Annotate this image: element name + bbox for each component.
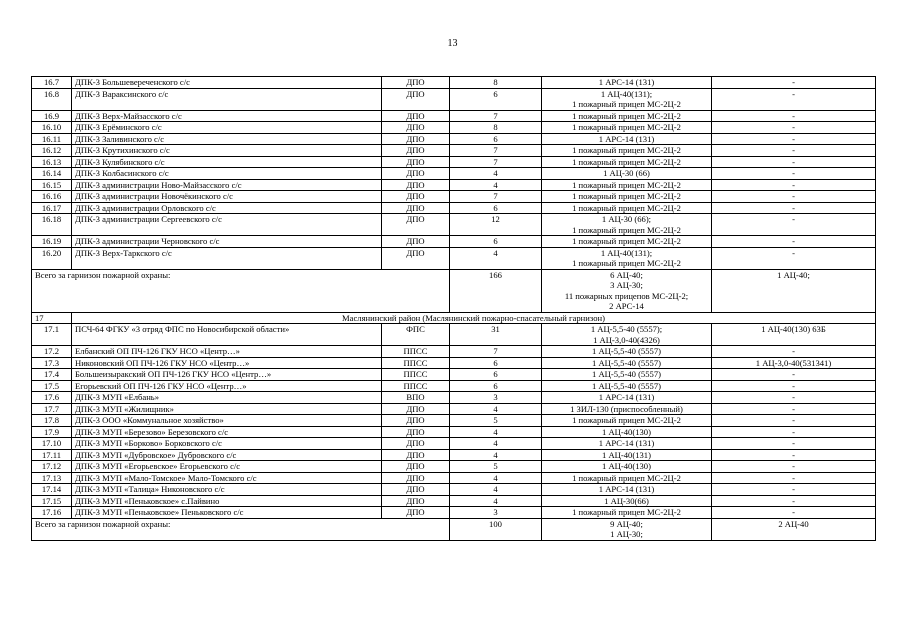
unit-name: ДПК-3 администрации Новочёкинского с/с (72, 191, 382, 203)
total-equipment-line: 9 АЦ-40; (610, 518, 643, 529)
equipment (542, 236, 712, 248)
equipment (542, 324, 712, 346)
row-number: 16.9 (32, 110, 72, 122)
unit-type: ППСС (382, 357, 450, 369)
equipment (542, 369, 712, 381)
row-number: 17.12 (32, 461, 72, 473)
reserve-equipment (712, 392, 876, 404)
row-number: 16.7 (32, 77, 72, 89)
unit-name: ПСЧ-64 ФГКУ «3 отряд ФПС по Новосибирской области» (72, 324, 382, 346)
reserve-equipment (712, 403, 876, 415)
equipment (542, 145, 712, 157)
equipment-line: 1 пожарный прицеп МС-2Ц-2 (572, 415, 681, 425)
reserve-equipment (712, 156, 876, 168)
row-number: 16.19 (32, 236, 72, 248)
unit-type: ВПО (382, 392, 450, 404)
reserve-equipment-line: - (792, 415, 795, 425)
total-label: Всего за гарнизон пожарной охраны: (32, 269, 450, 312)
staff-count: 4 (450, 484, 542, 496)
staff-count: 4 (450, 403, 542, 415)
total-label: Всего за гарнизон пожарной охраны: (32, 518, 450, 540)
equipment-line: 1 АЦ-40(131) (602, 449, 651, 460)
total-reserve (712, 269, 876, 312)
row-number: 17.1 (32, 324, 72, 346)
total-reserve-line: 2 АЦ-40 (778, 518, 809, 529)
equipment-line: 1 пожарный прицеп МС-2Ц-2 (572, 145, 681, 155)
total-equipment-line: 11 пожарных прицепов МС-2Ц-2; (564, 290, 689, 301)
row-number: 17.15 (32, 495, 72, 507)
equipment (542, 449, 712, 461)
reserve-equipment-line: 1 АЦ-3,0-40(531341) (755, 357, 832, 368)
total-equipment-line: 3 АЦ-30; (610, 280, 643, 290)
reserve-equipment (712, 145, 876, 157)
table-row (32, 202, 876, 214)
row-number: 17.4 (32, 369, 72, 381)
reserve-equipment (712, 380, 876, 392)
staff-count: 5 (450, 415, 542, 427)
equipment (542, 357, 712, 369)
reserve-equipment-line: - (792, 380, 795, 391)
staff-count: 6 (450, 369, 542, 381)
unit-name: ДПК-3 Кулябинского с/с (72, 156, 382, 168)
equipment-line: 1 АРС-14 (131) (598, 133, 655, 144)
equipment-line: 1 АЦ-3,0-40(4326) (593, 334, 660, 345)
equipment-line: 1 пожарный прицеп МС-2Ц-2 (572, 179, 681, 190)
reserve-equipment (712, 236, 876, 248)
row-number: 17.10 (32, 438, 72, 450)
reserve-equipment-line: - (792, 247, 795, 258)
unit-type: ДПО (382, 133, 450, 145)
reserve-equipment-line: 1 АЦ-40(130) 63Б (761, 324, 826, 334)
equipment (542, 214, 712, 236)
equipment-line: 1 АРС-14 (131) (598, 77, 655, 87)
staff-count: 4 (450, 247, 542, 269)
unit-name: ДПК-3 МУП «Елбань» (72, 392, 382, 404)
equipment-line: 1 пожарный прицеп МС-2Ц-2 (572, 507, 681, 517)
reserve-equipment (712, 461, 876, 473)
row-number: 17.3 (32, 357, 72, 369)
reserve-equipment (712, 179, 876, 191)
row-number: 17.11 (32, 449, 72, 461)
reserve-equipment-line: - (792, 77, 795, 87)
row-number: 17.6 (32, 392, 72, 404)
table-row (32, 156, 876, 168)
reserve-equipment (712, 324, 876, 346)
unit-type: ППСС (382, 369, 450, 381)
staff-count: 4 (450, 438, 542, 450)
unit-name: ДПК-3 администрации Черновского с/с (72, 236, 382, 248)
table-row (32, 346, 876, 358)
equipment-line: 1 АРС-14 (131) (598, 484, 655, 494)
equipment (542, 88, 712, 110)
unit-type: ДПО (382, 236, 450, 248)
unit-name: ДПК-3 администрации Орловского с/с (72, 202, 382, 214)
reserve-equipment (712, 247, 876, 269)
table-row (32, 507, 876, 519)
equipment-line: 1 АЦ-30 (66); (601, 214, 652, 224)
unit-type: ДПО (382, 156, 450, 168)
equipment (542, 179, 712, 191)
staff-count: 7 (450, 145, 542, 157)
staff-count: 8 (450, 77, 542, 89)
reserve-equipment-line: - (792, 88, 795, 99)
equipment-line: 1 пожарный прицеп МС-2Ц-2 (572, 236, 681, 246)
equipment (542, 122, 712, 134)
reserve-equipment (712, 426, 876, 438)
table-body (32, 77, 876, 541)
reserve-equipment-line: - (792, 426, 795, 437)
section-title: Маслянинский район (Маслянинский пожарно-спасательный гарнизон) (72, 312, 876, 324)
section-row (32, 312, 876, 324)
reserve-equipment (712, 214, 876, 236)
staff-count: 7 (450, 156, 542, 168)
reserve-equipment (712, 369, 876, 381)
unit-type: ДПО (382, 472, 450, 484)
total-equipment-line: 6 АЦ-40; (610, 269, 643, 280)
reserve-equipment-line: - (792, 495, 795, 506)
reserve-equipment-line: - (792, 133, 795, 144)
staff-count: 6 (450, 236, 542, 248)
row-number: 17.8 (32, 415, 72, 427)
table-row (32, 461, 876, 473)
reserve-equipment-line: - (792, 346, 795, 356)
unit-name: ДПК-3 Заливинского с/с (72, 133, 382, 145)
equipment (542, 403, 712, 415)
row-number: 16.16 (32, 191, 72, 203)
reserve-equipment-line: - (792, 392, 795, 402)
table-row (32, 495, 876, 507)
unit-name: ДПК-3 администрации Сергеевского с/с (72, 214, 382, 236)
table-row (32, 369, 876, 381)
reserve-equipment-line: - (792, 145, 795, 155)
reserve-equipment-line: - (792, 110, 795, 121)
section-number: 17 (32, 312, 72, 324)
row-number: 16.11 (32, 133, 72, 145)
unit-name: ДПК-3 ООО «Коммунальное хозяйство» (72, 415, 382, 427)
reserve-equipment (712, 415, 876, 427)
unit-name: ДПК-3 МУП «Березово» Березовского с/с (72, 426, 382, 438)
equipment-line: 1 АЦ-30(66) (604, 495, 649, 506)
total-equipment (542, 518, 712, 540)
staff-count: 8 (450, 122, 542, 134)
unit-name: ДПК-3 Ерёминского с/с (72, 122, 382, 134)
total-row (32, 518, 876, 540)
unit-name: ДПК-3 Верх-Таркского с/с (72, 247, 382, 269)
unit-name: ДПК-3 МУП «Борково» Борковского с/с (72, 438, 382, 450)
table-row (32, 88, 876, 110)
row-number: 16.18 (32, 214, 72, 236)
reserve-equipment (712, 449, 876, 461)
unit-type: ДПО (382, 145, 450, 157)
unit-type: ДПО (382, 507, 450, 519)
total-staff: 100 (450, 518, 542, 540)
table-row (32, 449, 876, 461)
equipment-line: 1 пожарный прицеп МС-2Ц-2 (572, 99, 681, 109)
reserve-equipment-line: - (792, 369, 795, 379)
equipment (542, 247, 712, 269)
equipment-line: 1 пожарный прицеп МС-2Ц-2 (572, 224, 681, 235)
row-number: 17.9 (32, 426, 72, 438)
table-row (32, 484, 876, 496)
row-number: 16.20 (32, 247, 72, 269)
unit-type: ППСС (382, 346, 450, 358)
row-number: 17.7 (32, 403, 72, 415)
table-row (32, 426, 876, 438)
reserve-equipment (712, 202, 876, 214)
unit-name: Елбанский ОП ПЧ-126 ГКУ НСО «Центр…» (72, 346, 382, 358)
equipment (542, 191, 712, 203)
reserve-equipment-line: - (792, 214, 795, 224)
unit-type: ДПО (382, 247, 450, 269)
total-equipment (542, 269, 712, 312)
reserve-equipment-line: - (792, 461, 795, 471)
table-row (32, 357, 876, 369)
reserve-equipment-line: - (792, 472, 795, 483)
staff-count: 31 (450, 324, 542, 346)
table-row (32, 392, 876, 404)
equipment-line: 1 АЦ-40(130) (602, 426, 651, 437)
table-row (32, 247, 876, 269)
equipment (542, 495, 712, 507)
staff-count: 7 (450, 191, 542, 203)
reserve-equipment-line: - (792, 438, 795, 448)
equipment-line: 1 АЦ-40(131); (600, 247, 653, 258)
unit-type: ДПО (382, 122, 450, 134)
reserve-equipment (712, 507, 876, 519)
staff-count: 6 (450, 202, 542, 214)
unit-type: ДПО (382, 77, 450, 89)
unit-name: Егорьевский ОП ПЧ-126 ГКУ НСО «Центр…» (72, 380, 382, 392)
unit-name: ДПК-3 МУП «Мало-Томское» Мало-Томского с/с (72, 472, 382, 484)
reserve-equipment-line: - (792, 484, 795, 494)
reserve-equipment (712, 77, 876, 89)
equipment (542, 346, 712, 358)
equipment-line: 1 АЦ-40(130) (602, 461, 651, 471)
row-number: 16.8 (32, 88, 72, 110)
equipment-line: 1 пожарный прицеп МС-2Ц-2 (572, 110, 681, 121)
staff-count: 4 (450, 426, 542, 438)
unit-type: ДПО (382, 214, 450, 236)
equipment (542, 507, 712, 519)
table-row (32, 122, 876, 134)
row-number: 16.10 (32, 122, 72, 134)
reserve-equipment (712, 133, 876, 145)
staff-count: 4 (450, 179, 542, 191)
equipment (542, 168, 712, 180)
equipment (542, 133, 712, 145)
unit-type: ДПО (382, 88, 450, 110)
total-reserve-line: 1 АЦ-40; (777, 269, 810, 280)
row-number: 16.14 (32, 168, 72, 180)
reserve-equipment (712, 110, 876, 122)
equipment (542, 426, 712, 438)
row-number: 16.17 (32, 202, 72, 214)
table-row (32, 168, 876, 180)
row-number: 17.14 (32, 484, 72, 496)
total-reserve (712, 518, 876, 540)
equipment (542, 156, 712, 168)
reserve-equipment-line: - (792, 168, 795, 178)
unit-type: ДПО (382, 415, 450, 427)
unit-type: ДПО (382, 179, 450, 191)
equipment-line: 1 ЗИЛ-130 (приспособленный) (570, 403, 683, 414)
table-row (32, 380, 876, 392)
total-equipment-line: 1 АЦ-30; (610, 529, 643, 539)
equipment (542, 415, 712, 427)
unit-name: ДПК-3 Большевереченского с/с (72, 77, 382, 89)
table-row (32, 191, 876, 203)
unit-name: ДПК-3 Крутихинского с/с (72, 145, 382, 157)
equipment (542, 110, 712, 122)
table-row (32, 415, 876, 427)
equipment-line: 1 пожарный прицеп МС-2Ц-2 (572, 191, 681, 201)
reserve-equipment-line: - (792, 122, 795, 132)
unit-type: ДПО (382, 484, 450, 496)
table-row (32, 133, 876, 145)
equipment (542, 484, 712, 496)
fire-units-table (31, 76, 876, 541)
row-number: 17.13 (32, 472, 72, 484)
unit-type: ДПО (382, 403, 450, 415)
reserve-equipment (712, 472, 876, 484)
staff-count: 6 (450, 88, 542, 110)
unit-name: ДПК-3 МУП «Пеньковское» Пеньковского с/с (72, 507, 382, 519)
staff-count: 7 (450, 110, 542, 122)
reserve-equipment (712, 357, 876, 369)
unit-type: ДПО (382, 449, 450, 461)
unit-name: Большеизыракский ОП ПЧ-126 ГКУ НСО «Центр…» (72, 369, 382, 381)
unit-name: ДПК-3 Вараксинского с/с (72, 88, 382, 110)
equipment (542, 438, 712, 450)
reserve-equipment-line: - (792, 403, 795, 414)
total-staff: 166 (450, 269, 542, 312)
equipment (542, 77, 712, 89)
row-number: 16.13 (32, 156, 72, 168)
equipment-line: 1 пожарный прицеп МС-2Ц-2 (572, 122, 681, 132)
equipment-line: 1 АЦ-5,5-40 (5557) (592, 346, 661, 356)
equipment-line: 1 АЦ-5,5-40 (5557) (592, 380, 661, 391)
equipment-line: 1 АЦ-5,5-40 (5557); (590, 324, 663, 334)
unit-type: ППСС (382, 380, 450, 392)
unit-type: ФПС (382, 324, 450, 346)
reserve-equipment-line: - (792, 236, 795, 246)
unit-type: ДПО (382, 168, 450, 180)
equipment-line: 1 пожарный прицеп МС-2Ц-2 (572, 258, 681, 268)
table-row (32, 179, 876, 191)
row-number: 17.2 (32, 346, 72, 358)
equipment (542, 472, 712, 484)
page-number: 13 (447, 38, 458, 49)
staff-count: 4 (450, 168, 542, 180)
unit-type: ДПО (382, 191, 450, 203)
total-equipment-line: 2 АРС-14 (609, 301, 644, 311)
table-row (32, 77, 876, 89)
reserve-equipment (712, 346, 876, 358)
unit-type: ДПО (382, 461, 450, 473)
unit-name: ДПК-3 администрации Ново-Майзасского с/с (72, 179, 382, 191)
unit-type: ДПО (382, 426, 450, 438)
reserve-equipment-line: - (792, 202, 795, 213)
table-row (32, 438, 876, 450)
table-row (32, 324, 876, 346)
reserve-equipment-line: - (792, 179, 795, 190)
reserve-equipment (712, 122, 876, 134)
reserve-equipment (712, 484, 876, 496)
reserve-equipment (712, 438, 876, 450)
table-row (32, 472, 876, 484)
reserve-equipment-line: - (792, 449, 795, 460)
staff-count: 5 (450, 461, 542, 473)
unit-type: ДПО (382, 202, 450, 214)
table-row (32, 145, 876, 157)
unit-name: Никоновский ОП ПЧ-126 ГКУ НСО «Центр…» (72, 357, 382, 369)
reserve-equipment (712, 495, 876, 507)
total-row (32, 269, 876, 312)
table-row (32, 236, 876, 248)
staff-count: 4 (450, 495, 542, 507)
table-row (32, 110, 876, 122)
unit-name: ДПК-3 МУП «Дубровское» Дубровского с/с (72, 449, 382, 461)
reserve-equipment (712, 88, 876, 110)
unit-type: ДПО (382, 495, 450, 507)
row-number: 16.15 (32, 179, 72, 191)
reserve-equipment (712, 168, 876, 180)
reserve-equipment-line: - (792, 507, 795, 517)
equipment-line: 1 АРС-14 (131) (598, 392, 655, 402)
equipment (542, 461, 712, 473)
staff-count: 7 (450, 346, 542, 358)
unit-type: ДПО (382, 438, 450, 450)
reserve-equipment-line: - (792, 156, 795, 167)
row-number: 16.12 (32, 145, 72, 157)
unit-name: ДПК-3 Верх-Майзасского с/с (72, 110, 382, 122)
reserve-equipment (712, 191, 876, 203)
equipment-line: 1 АЦ-5,5-40 (5557) (592, 369, 661, 379)
unit-name: ДПК-3 Колбасинского с/с (72, 168, 382, 180)
equipment-line: 1 пожарный прицеп МС-2Ц-2 (572, 472, 681, 483)
unit-name: ДПК-3 МУП «Пеньковское» с.Пайвино (72, 495, 382, 507)
equipment-line: 1 АРС-14 (131) (598, 438, 655, 448)
unit-type: ДПО (382, 110, 450, 122)
staff-count: 3 (450, 392, 542, 404)
staff-count: 6 (450, 380, 542, 392)
equipment-line: 1 АЦ-30 (66) (603, 168, 650, 178)
equipment-line: 1 пожарный прицеп МС-2Ц-2 (572, 202, 681, 213)
row-number: 17.5 (32, 380, 72, 392)
equipment-line: 1 АЦ-5,5-40 (5557) (592, 357, 661, 368)
staff-count: 4 (450, 449, 542, 461)
equipment (542, 202, 712, 214)
row-number: 17.16 (32, 507, 72, 519)
staff-count: 12 (450, 214, 542, 236)
staff-count: 4 (450, 472, 542, 484)
equipment (542, 392, 712, 404)
unit-name: ДПК-3 МУП «Талица» Никоновского с/с (72, 484, 382, 496)
staff-count: 6 (450, 133, 542, 145)
table-row (32, 403, 876, 415)
equipment-line: 1 пожарный прицеп МС-2Ц-2 (572, 156, 681, 167)
equipment (542, 380, 712, 392)
unit-name: ДПК-3 МУП «Егорьевское» Егорьевского с/с (72, 461, 382, 473)
unit-name: ДПК-3 МУП «Жилищник» (72, 403, 382, 415)
equipment-line: 1 АЦ-40(131); (600, 88, 653, 99)
table-row (32, 214, 876, 236)
staff-count: 3 (450, 507, 542, 519)
staff-count: 6 (450, 357, 542, 369)
reserve-equipment-line: - (792, 191, 795, 201)
